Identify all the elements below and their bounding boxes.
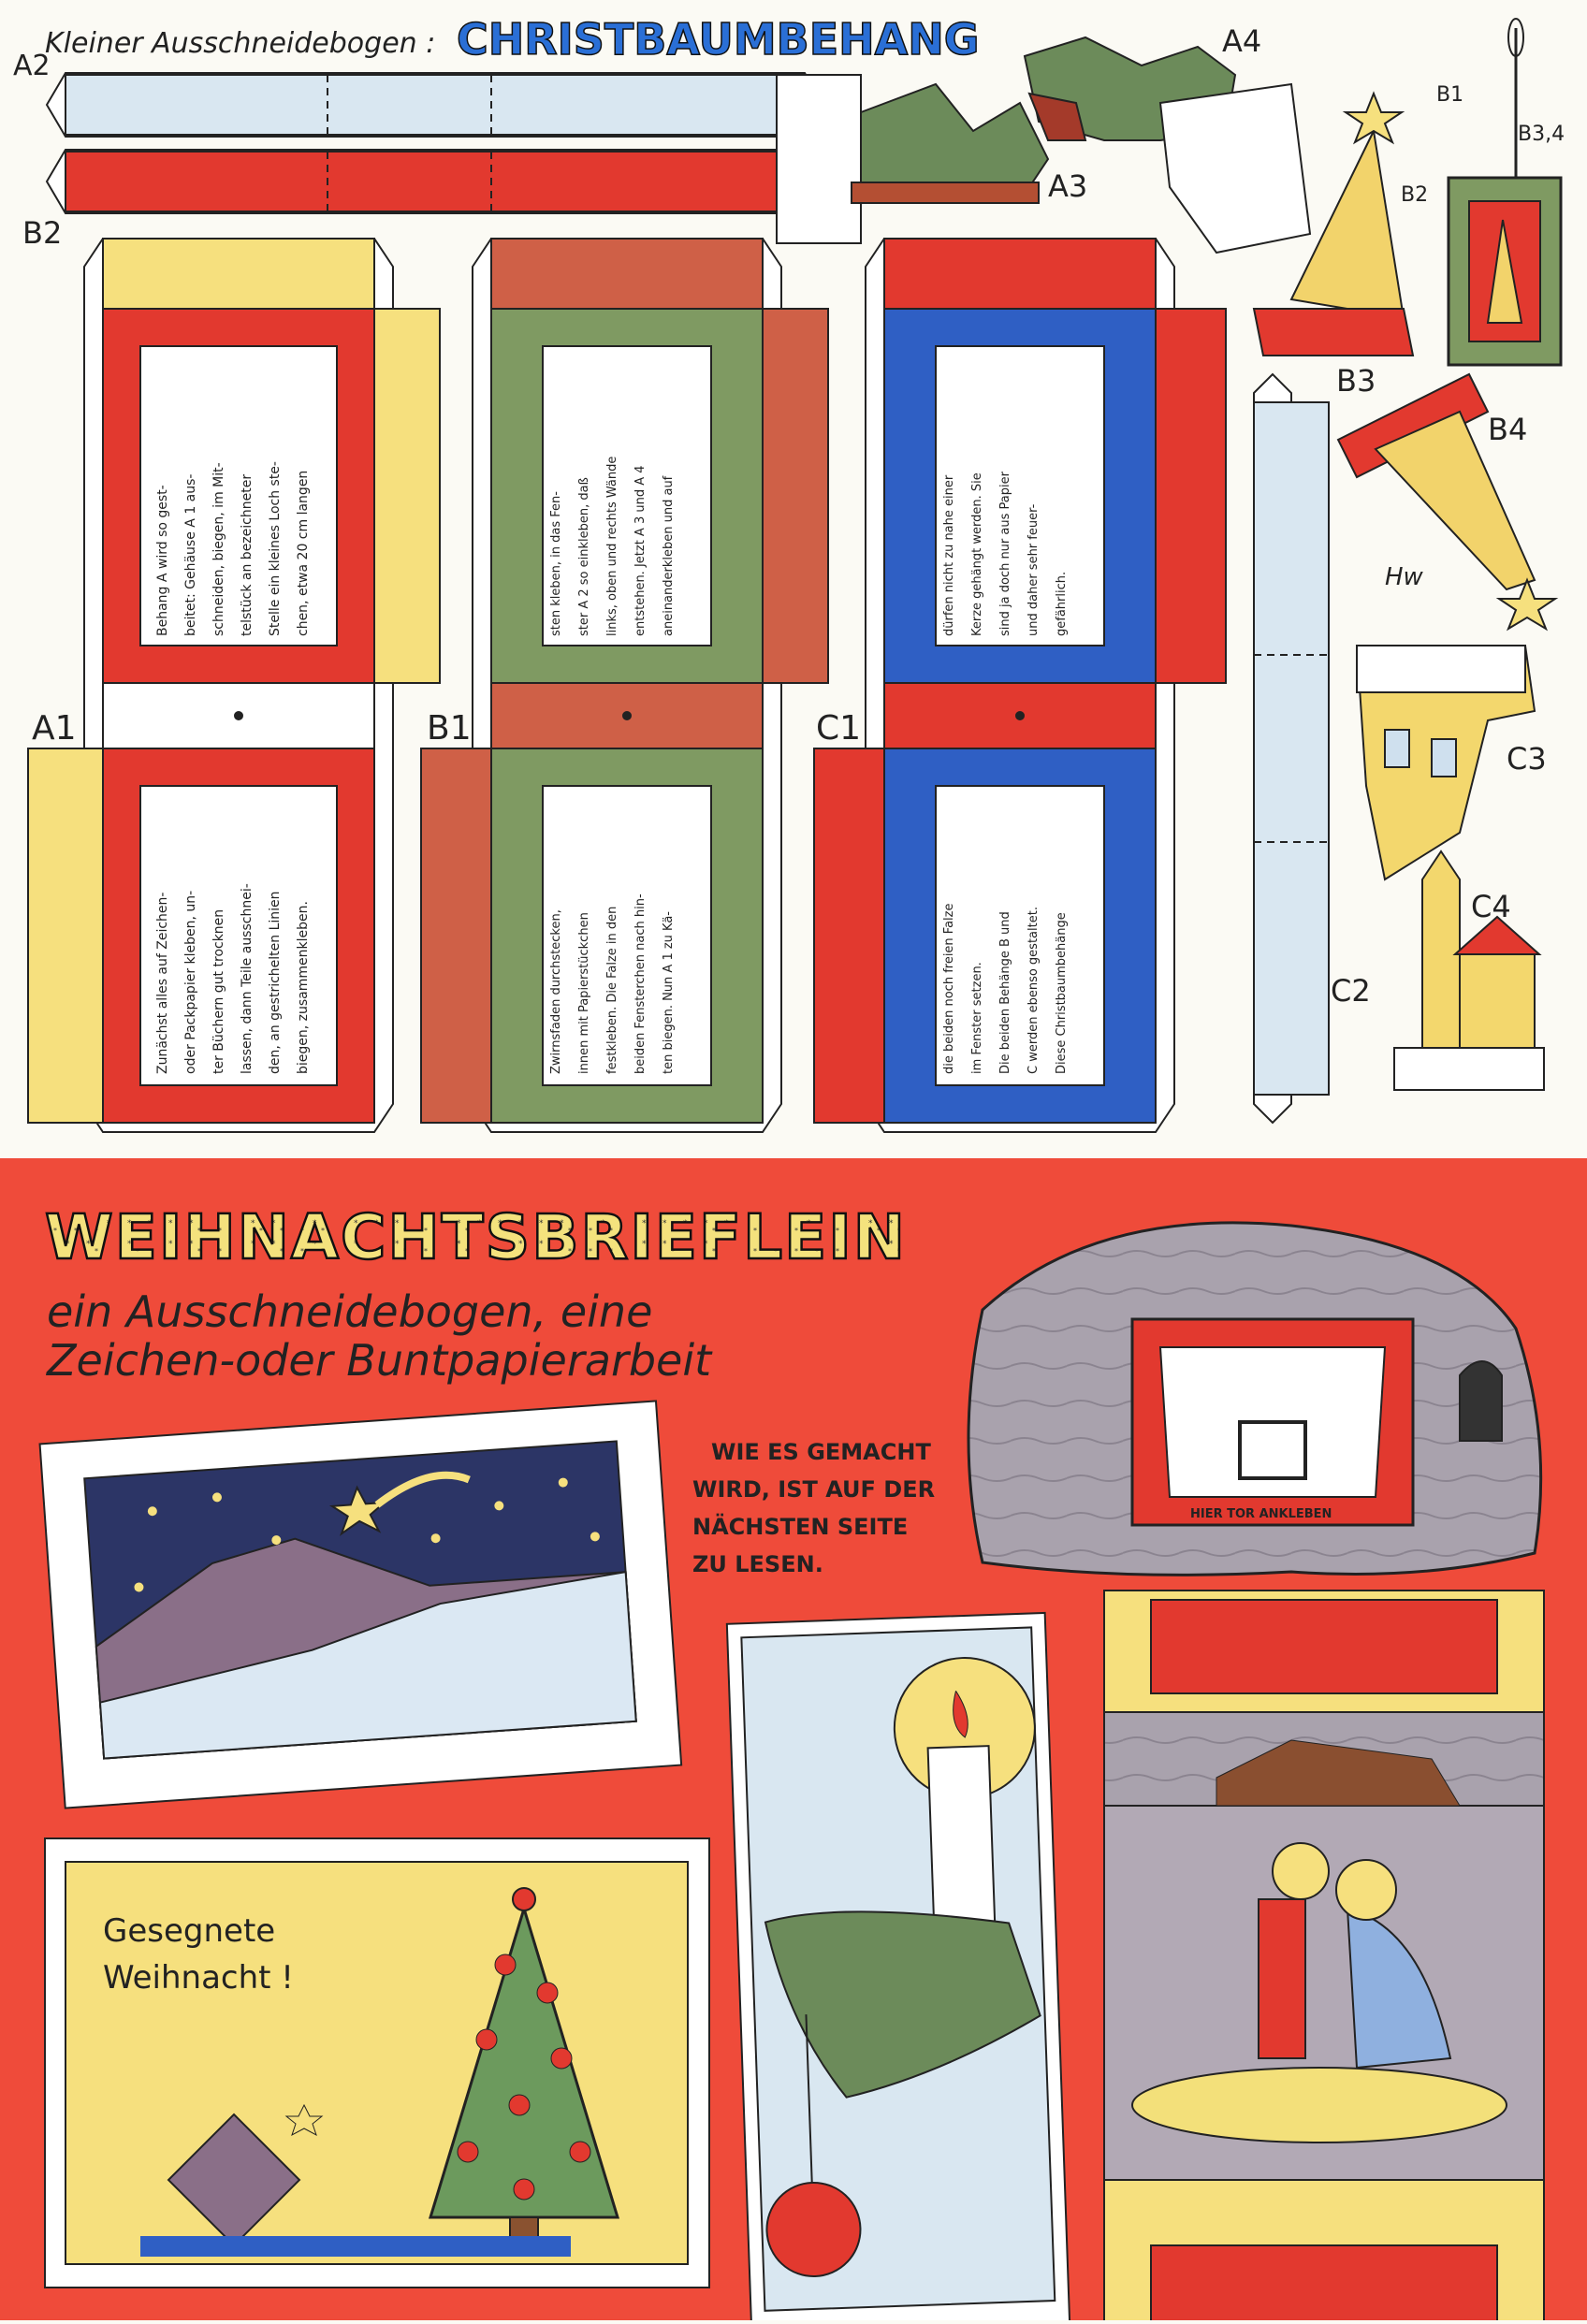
instruction-line: Behang A wird so gest-: [155, 485, 170, 636]
piece-c3-c4-houses: [1357, 646, 1544, 1090]
piece-c2-strip: [1254, 374, 1329, 1123]
brieflein-subtitle-2: Zeichen-oder Buntpapierarbeit: [47, 1335, 712, 1386]
note-line: WIRD, IST AUF DER: [692, 1476, 936, 1503]
cave-label: HIER TOR ANKLEBEN: [1190, 1507, 1332, 1521]
instruction-line: C werden ebenso gestaltet.: [1026, 907, 1041, 1074]
piece-a2-strip: [47, 73, 823, 137]
piece-b2-strip: [47, 150, 823, 213]
instruction-line: schneiden, biegen, im Mit-: [211, 462, 226, 636]
piece-a1-net: [28, 239, 440, 1132]
label-a4: A4: [1222, 23, 1262, 59]
label-b2: B2: [22, 215, 63, 251]
note-line: WIE ES GEMACHT: [711, 1439, 931, 1465]
piece-a3-scenery: [777, 75, 1048, 243]
label-a2: A2: [13, 50, 51, 82]
instruction-line: biegen, zusammenkleben.: [296, 901, 311, 1074]
label-a3: A3: [1048, 168, 1088, 204]
instruction-line: den, an gestrichelten Linien: [268, 891, 283, 1074]
label-b2-tag: B2: [1401, 183, 1429, 207]
instruction-line: innen mit Papierstückchen: [577, 912, 591, 1074]
piece-c1-net: [814, 239, 1226, 1132]
instruction-line: Die beiden Behänge B und: [998, 911, 1012, 1074]
greeting-line-1: Gesegnete: [103, 1912, 276, 1950]
piece-a4-scenery: [1025, 37, 1310, 253]
instruction-line: sten kleben, in das Fen-: [549, 491, 563, 636]
sheet-title: CHRISTBAUMBEHANG: [457, 14, 980, 65]
card-christmas-tree: [45, 1838, 709, 2288]
instruction-line: Zwirnsfaden durchstecken,: [549, 909, 563, 1074]
piece-b1-net: [421, 239, 828, 1132]
instruction-line: im Fenster setzen.: [970, 962, 984, 1074]
note-line: NÄCHSTEN SEITE: [692, 1514, 909, 1540]
card-nativity: [1104, 1590, 1544, 2320]
instruction-line: aneinanderkleben und auf: [662, 475, 676, 636]
brieflein-subtitle-1: ein Ausschneidebogen, eine: [47, 1286, 653, 1337]
card-mountain-night: [40, 1401, 682, 1808]
signature-hw: Hw: [1385, 563, 1423, 591]
instruction-line: gefährlich.: [1055, 571, 1069, 636]
instruction-line: ten biegen. Nun A 1 zu Kä-: [662, 911, 676, 1074]
sheet-subtitle: Kleiner Ausschneidebogen :: [45, 27, 436, 60]
instruction-line: Zunächst alles auf Zeichen-: [155, 892, 170, 1074]
instruction-line: festkleben. Die Falze in den: [605, 906, 619, 1074]
instruction-line: Stelle ein kleines Loch ste-: [268, 461, 283, 636]
top-sheet: [13, 14, 1565, 1132]
instruction-line: ter Büchern gut trocknen: [211, 908, 226, 1074]
ornament-illustration: [1449, 19, 1561, 365]
label-a1: A1: [32, 709, 77, 748]
instruction-line: Kerze gehängt werden. Sie: [970, 472, 984, 636]
greeting-line-2: Weihnacht !: [103, 1959, 294, 1997]
label-b34-tag: B3,4: [1518, 123, 1565, 146]
label-b1: B1: [427, 709, 472, 748]
card-candle: [727, 1613, 1070, 2320]
instruction-line: links, oben und rechts Wände: [605, 456, 619, 636]
instruction-line: sind ja doch nur aus Papier: [998, 472, 1012, 636]
label-b4: B4: [1488, 412, 1528, 447]
instruction-line: und daher sehr feuer-: [1026, 503, 1041, 636]
note-line: ZU LESEN.: [692, 1551, 823, 1577]
label-b1-tag: B1: [1436, 83, 1464, 107]
instruction-line: beiden Fensterchen nach hin-: [633, 893, 648, 1074]
instruction-line: chen, etwa 20 cm langen: [296, 470, 311, 636]
instruction-line: oder Packpapier kleben, un-: [183, 890, 198, 1074]
instruction-line: telstück an bezeichneter: [240, 473, 255, 636]
instruction-line: beitet: Gehäuse A 1 aus-: [183, 473, 198, 636]
label-b3: B3: [1336, 363, 1376, 399]
instruction-line: lassen, dann Teile ausschnei-: [240, 883, 255, 1074]
instruction-line: ster A 2 so einkleben, daß: [577, 477, 591, 636]
label-c2: C2: [1331, 973, 1371, 1009]
label-c1: C1: [816, 709, 862, 748]
brieflein-title: WEIHNACHTSBRIEFLEIN: [45, 1201, 908, 1273]
label-c3: C3: [1507, 741, 1547, 777]
instruction-line: dürfen nicht zu nahe einer: [942, 474, 956, 636]
instruction-line: Diese Christbaumbehänge: [1055, 912, 1069, 1074]
instruction-line: entstehen. Jetzt A 3 und A 4: [633, 465, 648, 636]
label-c4: C4: [1471, 889, 1511, 924]
instruction-line: die beiden noch freien Falze: [942, 903, 956, 1074]
cave-illustration: [968, 1223, 1541, 1575]
bottom-sheet: [0, 1158, 1587, 2320]
